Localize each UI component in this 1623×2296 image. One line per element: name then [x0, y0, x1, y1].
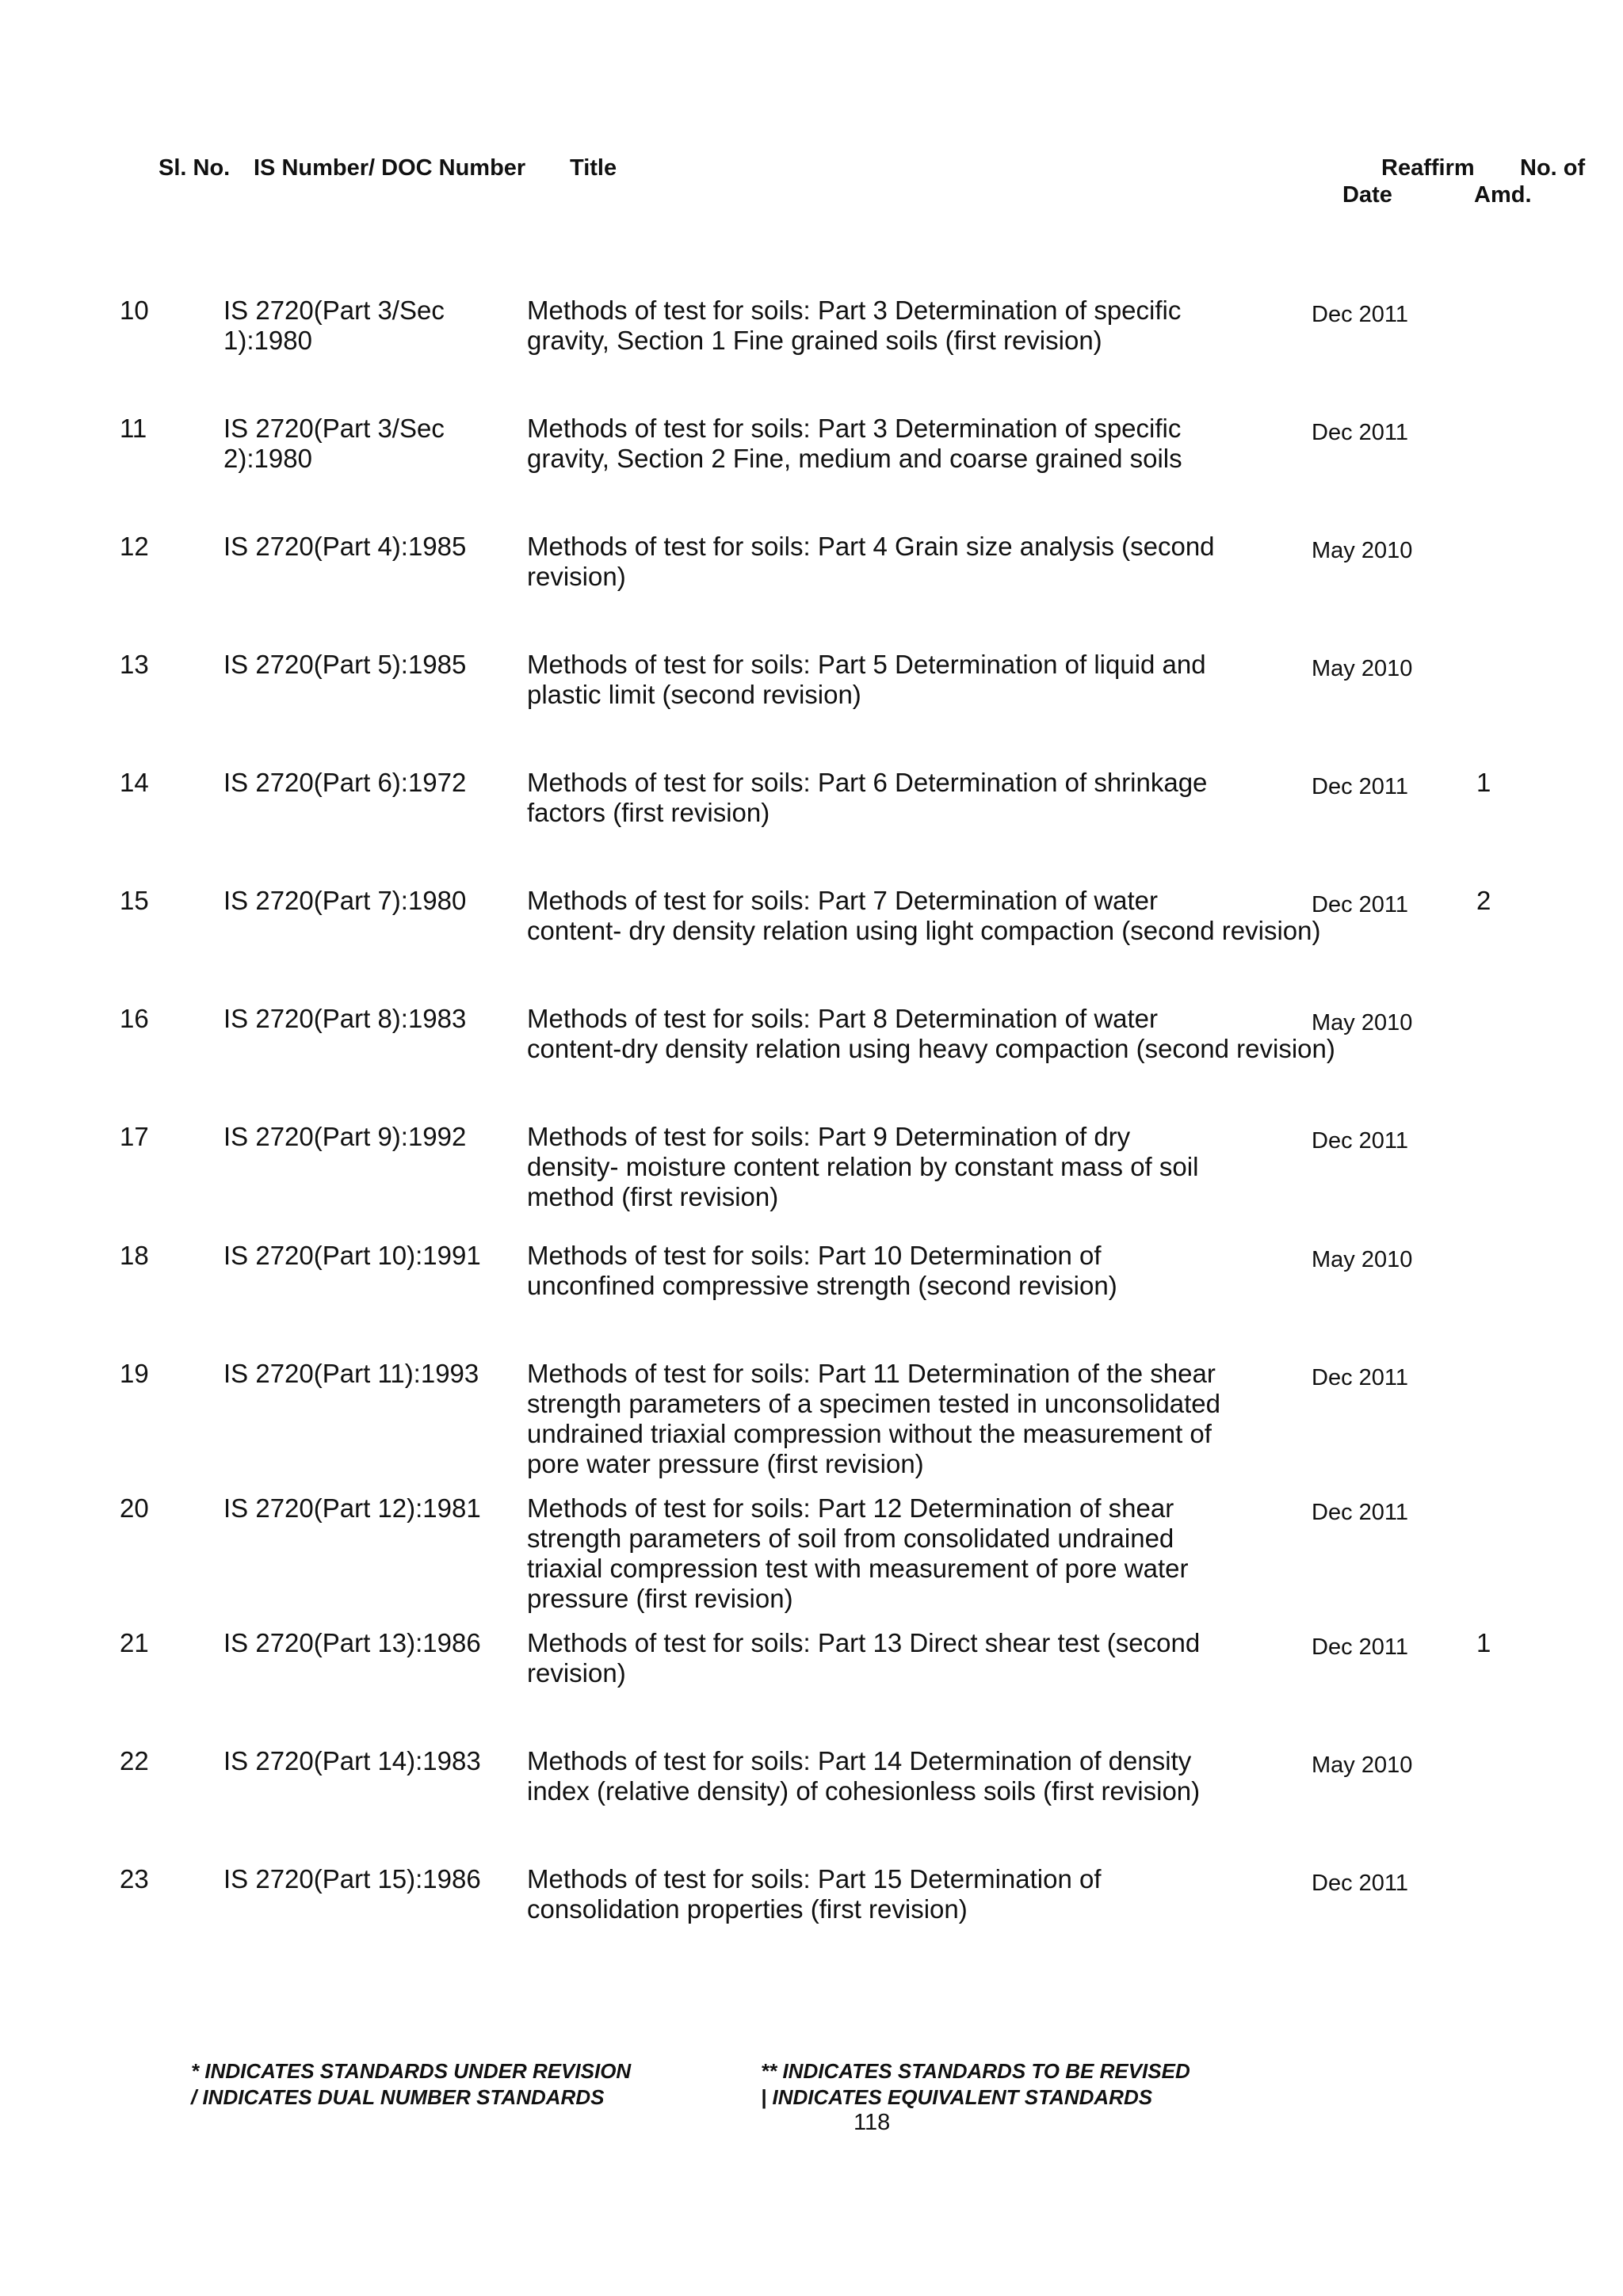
- row-is-number: IS 2720(Part 4):1985: [223, 532, 467, 561]
- row-reaffirm-date: Dec 2011: [1312, 892, 1408, 917]
- row-sl-no: 22: [120, 1746, 149, 1775]
- row-title: Methods of test for soils: Part 6 Determination of shrinkage factors (first revision): [527, 768, 1208, 827]
- row-title: Methods of test for soils: Part 8 Determination of water content-dry density relation using heavy compaction (second revision): [527, 1004, 1335, 1063]
- row-reaffirm-date: Dec 2011: [1312, 1365, 1408, 1390]
- row-is-number: IS 2720(Part 6):1972: [223, 768, 467, 797]
- row-sl-no: 18: [120, 1241, 149, 1270]
- row-sl-no: 11: [120, 414, 147, 443]
- row-title: Methods of test for soils: Part 12 Determination of shear strength parameters of soil from consolidated undrained triaxial compression test with measurement of pore water pressure (first revision): [527, 1493, 1189, 1613]
- row-is-number: IS 2720(Part 9):1992: [223, 1122, 467, 1151]
- row-amendments: 2: [1476, 886, 1491, 915]
- row-title: Methods of test for soils: Part 4 Grain size analysis (second revision): [527, 532, 1215, 591]
- row-reaffirm-date: Dec 2011: [1312, 420, 1408, 445]
- row-sl-no: 21: [120, 1628, 149, 1657]
- row-reaffirm-date: May 2010: [1312, 1247, 1413, 1272]
- row-sl-no: 13: [120, 650, 149, 679]
- row-amendments: 1: [1476, 1628, 1491, 1657]
- legend-to-be-revised: ** INDICATES STANDARDS TO BE REVISED: [761, 2059, 1190, 2083]
- row-is-number: IS 2720(Part 3/Sec 2):1980: [223, 414, 445, 473]
- row-title: Methods of test for soils: Part 3 Determination of specific gravity, Section 1 Fine grained soils (first revision): [527, 296, 1182, 355]
- row-title: Methods of test for soils: Part 10 Determination of unconfined compressive strength (second revision): [527, 1241, 1117, 1300]
- row-title: Methods of test for soils: Part 11 Determination of the shear strength parameters of a specimen tested in unconsolidated undrained triaxial compression without the measurement of pore water pressure (first revision): [527, 1359, 1221, 1478]
- row-is-number: IS 2720(Part 8):1983: [223, 1004, 467, 1033]
- row-is-number: IS 2720(Part 14):1983: [223, 1746, 481, 1775]
- row-amendments: 1: [1476, 768, 1491, 797]
- legend-dual-number: / INDICATES DUAL NUMBER STANDARDS: [191, 2085, 605, 2109]
- row-title: Methods of test for soils: Part 7 Determination of water content- dry density relation using light compaction (second revision): [527, 886, 1321, 945]
- row-title: Methods of test for soils: Part 15 Determination of consolidation properties (first revision): [527, 1864, 1102, 1924]
- row-is-number: IS 2720(Part 10):1991: [223, 1241, 481, 1270]
- row-reaffirm-date: Dec 2011: [1312, 774, 1408, 799]
- header-title: Title: [570, 155, 617, 181]
- row-sl-no: 16: [120, 1004, 149, 1033]
- header-is-number: IS Number/ DOC Number: [254, 155, 526, 181]
- row-reaffirm-date: Dec 2011: [1312, 1634, 1408, 1660]
- row-sl-no: 20: [120, 1493, 149, 1523]
- row-reaffirm-date: Dec 2011: [1312, 1871, 1408, 1896]
- header-date: Date: [1342, 182, 1392, 208]
- row-is-number: IS 2720(Part 7):1980: [223, 886, 467, 915]
- row-reaffirm-date: Dec 2011: [1312, 1128, 1408, 1154]
- row-sl-no: 15: [120, 886, 149, 915]
- row-is-number: IS 2720(Part 13):1986: [223, 1628, 481, 1657]
- header-reaffirm: Reaffirm: [1381, 155, 1475, 181]
- header-no-of: No. of: [1520, 155, 1586, 181]
- row-is-number: IS 2720(Part 3/Sec 1):1980: [223, 296, 445, 355]
- row-title: Methods of test for soils: Part 5 Determination of liquid and plastic limit (second revision): [527, 650, 1206, 709]
- page-number: 118: [854, 2110, 891, 2135]
- row-reaffirm-date: May 2010: [1312, 656, 1413, 681]
- row-sl-no: 23: [120, 1864, 149, 1894]
- row-reaffirm-date: May 2010: [1312, 1010, 1413, 1035]
- row-sl-no: 17: [120, 1122, 149, 1151]
- row-sl-no: 12: [120, 532, 149, 561]
- row-title: Methods of test for soils: Part 14 Determination of density index (relative density) of cohesionless soils (first revision): [527, 1746, 1201, 1806]
- header-sl-no: Sl. No.: [158, 155, 231, 181]
- legend-equivalent: | INDICATES EQUIVALENT STANDARDS: [761, 2085, 1153, 2109]
- row-sl-no: 19: [120, 1359, 149, 1388]
- row-reaffirm-date: Dec 2011: [1312, 302, 1408, 327]
- row-is-number: IS 2720(Part 12):1981: [223, 1493, 481, 1523]
- header-amd: Amd.: [1474, 182, 1532, 208]
- row-title: Methods of test for soils: Part 13 Direct shear test (second revision): [527, 1628, 1201, 1688]
- legend-under-revision: * INDICATES STANDARDS UNDER REVISION: [191, 2059, 632, 2083]
- row-sl-no: 14: [120, 768, 149, 797]
- row-is-number: IS 2720(Part 5):1985: [223, 650, 467, 679]
- row-is-number: IS 2720(Part 15):1986: [223, 1864, 481, 1894]
- row-title: Methods of test for soils: Part 3 Determination of specific gravity, Section 2 Fine, medium and coarse grained soils: [527, 414, 1182, 473]
- row-reaffirm-date: Dec 2011: [1312, 1500, 1408, 1525]
- row-is-number: IS 2720(Part 11):1993: [223, 1359, 479, 1388]
- row-reaffirm-date: May 2010: [1312, 1753, 1413, 1778]
- row-reaffirm-date: May 2010: [1312, 538, 1413, 563]
- row-sl-no: 10: [120, 296, 149, 325]
- row-title: Methods of test for soils: Part 9 Determination of dry density- moisture content relation by constant mass of soil method (first revision): [527, 1122, 1199, 1211]
